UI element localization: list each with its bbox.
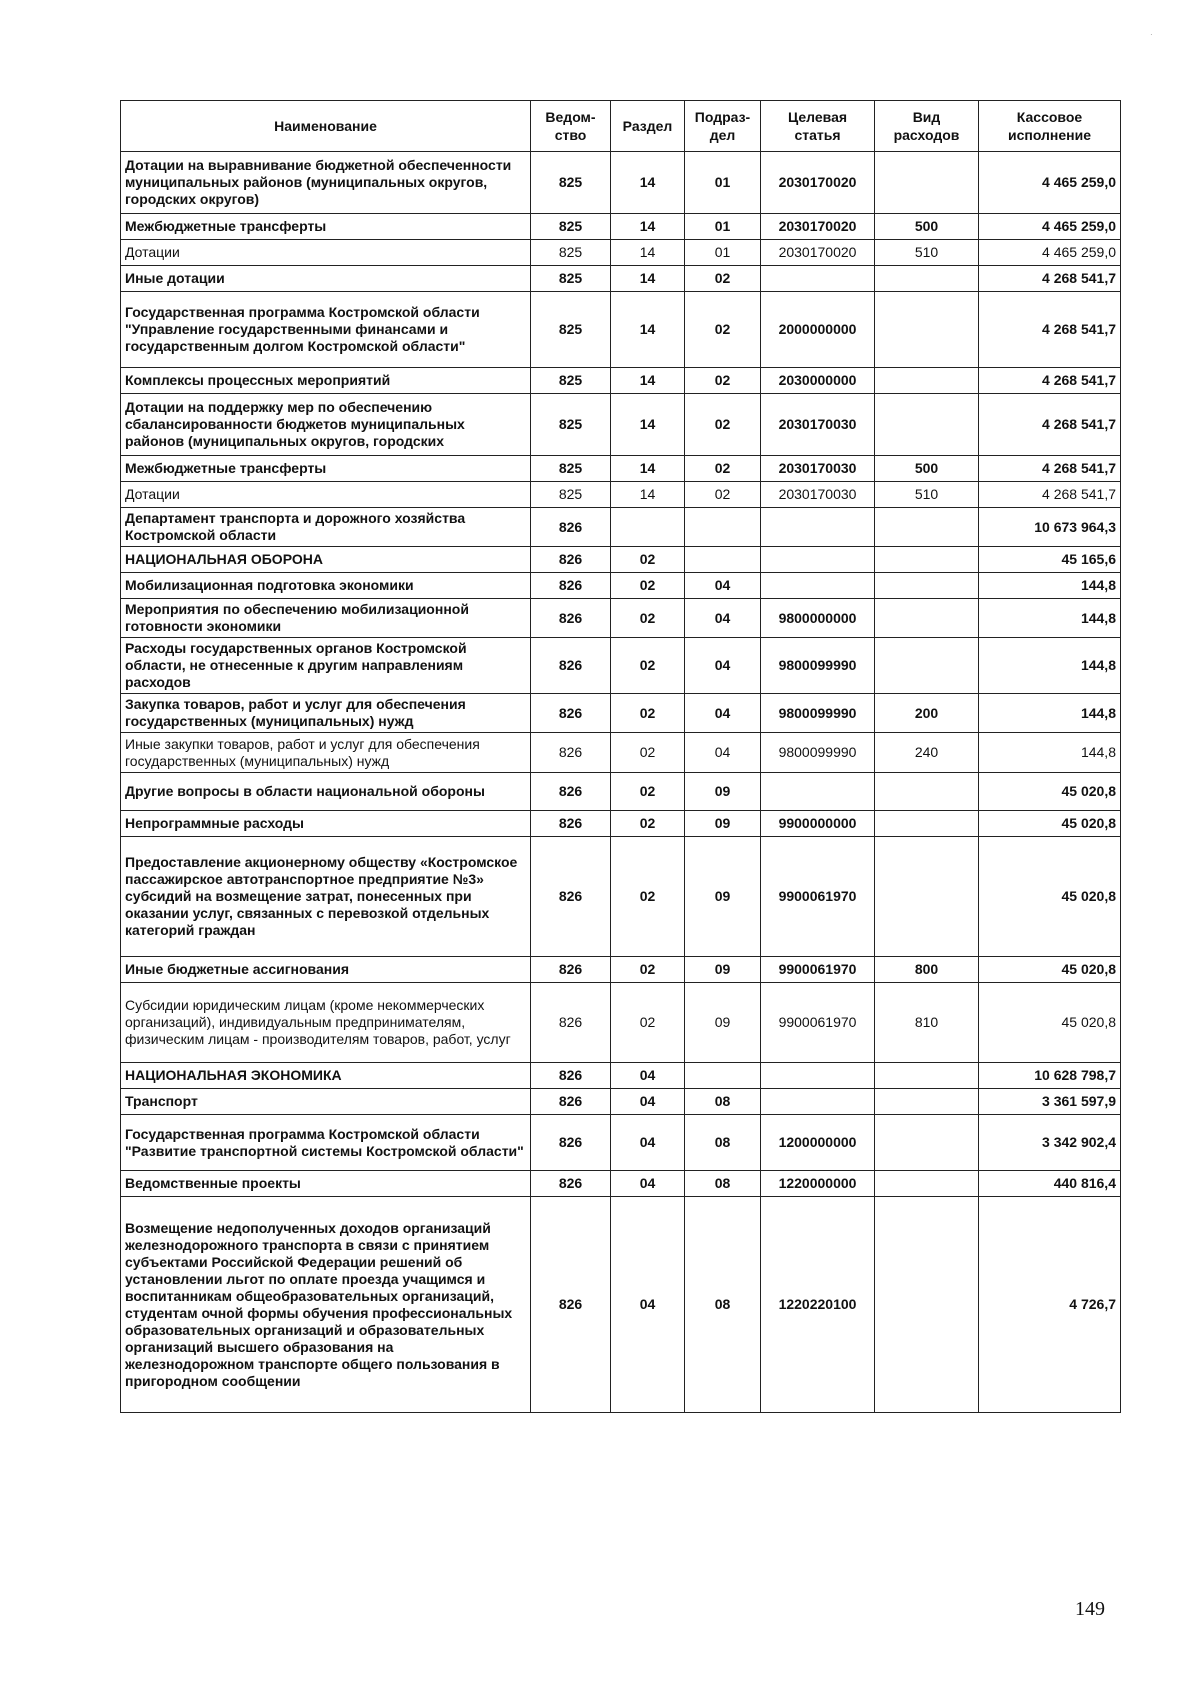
table-row xyxy=(121,240,1121,266)
cell-subsection: 01 xyxy=(685,214,761,240)
cell-ministry: 825 xyxy=(531,266,611,292)
cell-name: НАЦИОНАЛЬНАЯ ОБОРОНА xyxy=(121,547,531,573)
cell-subsection: 02 xyxy=(685,394,761,456)
table-row xyxy=(121,733,1121,773)
cell-article xyxy=(761,266,875,292)
page-number: 149 xyxy=(1075,1598,1105,1620)
cell-section: 14 xyxy=(611,368,685,394)
cell-ministry: 826 xyxy=(531,547,611,573)
cell-article: 9800099990 xyxy=(761,733,875,773)
cell-execution: 45 020,8 xyxy=(979,957,1121,983)
cell-name: Транспорт xyxy=(121,1089,531,1115)
cell-subsection: 04 xyxy=(685,599,761,638)
cell-ministry: 826 xyxy=(531,638,611,694)
cell-name: Дотации xyxy=(121,482,531,508)
cell-section: 14 xyxy=(611,152,685,214)
cell-name: НАЦИОНАЛЬНАЯ ЭКОНОМИКА xyxy=(121,1063,531,1089)
cell-execution: 144,8 xyxy=(979,638,1121,694)
cell-subsection: 02 xyxy=(685,482,761,508)
cell-expense-type xyxy=(875,1171,979,1197)
cell-execution: 4 268 541,7 xyxy=(979,292,1121,368)
cell-execution: 4 465 259,0 xyxy=(979,152,1121,214)
cell-expense-type: 500 xyxy=(875,214,979,240)
table-row xyxy=(121,957,1121,983)
cell-execution: 45 020,8 xyxy=(979,811,1121,837)
cell-name: Межбюджетные трансферты xyxy=(121,456,531,482)
cell-article: 2030000000 xyxy=(761,368,875,394)
cell-ministry: 826 xyxy=(531,1197,611,1413)
cell-section: 02 xyxy=(611,837,685,957)
cell-article xyxy=(761,1063,875,1089)
cell-expense-type: 810 xyxy=(875,983,979,1063)
cell-section: 02 xyxy=(611,638,685,694)
cell-expense-type xyxy=(875,1197,979,1413)
cell-ministry: 826 xyxy=(531,573,611,599)
header-execution: Кассовое исполнение xyxy=(979,101,1121,152)
cell-section: 14 xyxy=(611,266,685,292)
cell-article: 2000000000 xyxy=(761,292,875,368)
cell-execution: 4 268 541,7 xyxy=(979,266,1121,292)
cell-article: 2030170030 xyxy=(761,394,875,456)
cell-article xyxy=(761,508,875,547)
cell-section: 02 xyxy=(611,599,685,638)
cell-execution: 10 673 964,3 xyxy=(979,508,1121,547)
cell-ministry: 825 xyxy=(531,368,611,394)
cell-expense-type xyxy=(875,773,979,811)
table-row xyxy=(121,599,1121,638)
cell-execution: 4 726,7 xyxy=(979,1197,1121,1413)
table-body xyxy=(121,152,1121,1413)
cell-execution: 4 268 541,7 xyxy=(979,368,1121,394)
cell-name: Иные бюджетные ассигнования xyxy=(121,957,531,983)
table-row xyxy=(121,1197,1121,1413)
cell-ministry: 826 xyxy=(531,983,611,1063)
cell-subsection: 02 xyxy=(685,368,761,394)
cell-subsection: 08 xyxy=(685,1089,761,1115)
table-row xyxy=(121,837,1121,957)
cell-name: Предоставление акционерному обществу «Костромское пассажирское автотранспортное предприятие №3» субсидий на возмещение затрат, понесенных при оказании услуг, связанных с перевозкой отдельных категорий граждан xyxy=(121,837,531,957)
table-row xyxy=(121,1171,1121,1197)
cell-execution: 144,8 xyxy=(979,694,1121,733)
cell-subsection: 04 xyxy=(685,638,761,694)
cell-section xyxy=(611,508,685,547)
cell-section: 04 xyxy=(611,1171,685,1197)
cell-article: 2030170030 xyxy=(761,482,875,508)
cell-name: Мобилизационная подготовка экономики xyxy=(121,573,531,599)
cell-subsection: 09 xyxy=(685,837,761,957)
cell-article: 9800099990 xyxy=(761,638,875,694)
cell-subsection: 02 xyxy=(685,266,761,292)
cell-execution: 4 268 541,7 xyxy=(979,456,1121,482)
cell-article: 9900061970 xyxy=(761,837,875,957)
cell-expense-type xyxy=(875,811,979,837)
cell-name: Расходы государственных органов Костромской области, не отнесенные к другим направлениям расходов xyxy=(121,638,531,694)
cell-expense-type xyxy=(875,599,979,638)
cell-section: 14 xyxy=(611,292,685,368)
table-row xyxy=(121,508,1121,547)
cell-subsection: 09 xyxy=(685,957,761,983)
cell-execution: 4 465 259,0 xyxy=(979,214,1121,240)
header-article: Целевая статья xyxy=(761,101,875,152)
cell-section: 04 xyxy=(611,1115,685,1171)
cell-expense-type xyxy=(875,1115,979,1171)
cell-expense-type xyxy=(875,266,979,292)
cell-expense-type xyxy=(875,547,979,573)
cell-section: 02 xyxy=(611,694,685,733)
table-row xyxy=(121,482,1121,508)
cell-execution: 3 361 597,9 xyxy=(979,1089,1121,1115)
header-section: Раздел xyxy=(611,101,685,152)
cell-expense-type: 800 xyxy=(875,957,979,983)
cell-execution: 45 020,8 xyxy=(979,837,1121,957)
cell-execution: 4 268 541,7 xyxy=(979,394,1121,456)
cell-name: Возмещение недополученных доходов организаций железнодорожного транспорта в связи с принятием субъектами Российской Федерации решений об установлении льгот по оплате проезда учащимся и воспитанникам общеобразовательных организаций, студентам очной формы обучения профессиональных образовательных организаций и образовательных организаций высшего образования на железнодорожном транспорте общего пользования в пригородном сообщении xyxy=(121,1197,531,1413)
cell-expense-type xyxy=(875,573,979,599)
cell-name: Иные дотации xyxy=(121,266,531,292)
cell-expense-type: 200 xyxy=(875,694,979,733)
cell-expense-type: 500 xyxy=(875,456,979,482)
cell-section: 14 xyxy=(611,240,685,266)
cell-article: 9900061970 xyxy=(761,957,875,983)
cell-execution: 45 020,8 xyxy=(979,773,1121,811)
table-row xyxy=(121,573,1121,599)
cell-name: Непрограммные расходы xyxy=(121,811,531,837)
cell-ministry: 825 xyxy=(531,394,611,456)
cell-name: Департамент транспорта и дорожного хозяйства Костромской области xyxy=(121,508,531,547)
cell-name: Иные закупки товаров, работ и услуг для обеспечения государственных (муниципальных) нужд xyxy=(121,733,531,773)
table-row xyxy=(121,1115,1121,1171)
table-row xyxy=(121,983,1121,1063)
cell-subsection xyxy=(685,508,761,547)
cell-article: 9800000000 xyxy=(761,599,875,638)
cell-name: Ведомственные проекты xyxy=(121,1171,531,1197)
cell-execution: 10 628 798,7 xyxy=(979,1063,1121,1089)
table-row xyxy=(121,773,1121,811)
cell-section: 04 xyxy=(611,1063,685,1089)
cell-section: 02 xyxy=(611,733,685,773)
cell-article xyxy=(761,547,875,573)
cell-expense-type: 510 xyxy=(875,482,979,508)
cell-execution: 4 465 259,0 xyxy=(979,240,1121,266)
cell-expense-type: 510 xyxy=(875,240,979,266)
cell-subsection xyxy=(685,1063,761,1089)
cell-execution: 45 020,8 xyxy=(979,983,1121,1063)
cell-execution: 4 268 541,7 xyxy=(979,482,1121,508)
cell-ministry: 826 xyxy=(531,811,611,837)
cell-subsection: 09 xyxy=(685,773,761,811)
cell-article: 2030170030 xyxy=(761,456,875,482)
cell-subsection: 09 xyxy=(685,811,761,837)
budget-table xyxy=(120,100,1121,1413)
budget-sheet xyxy=(120,100,1120,1413)
cell-article: 2030170020 xyxy=(761,240,875,266)
cell-expense-type: 240 xyxy=(875,733,979,773)
table-row xyxy=(121,394,1121,456)
cell-ministry: 826 xyxy=(531,1089,611,1115)
cell-section: 02 xyxy=(611,547,685,573)
cell-section: 02 xyxy=(611,957,685,983)
cell-name: Другие вопросы в области национальной обороны xyxy=(121,773,531,811)
cell-section: 14 xyxy=(611,456,685,482)
cell-subsection xyxy=(685,547,761,573)
cell-name: Дотации xyxy=(121,240,531,266)
cell-execution: 144,8 xyxy=(979,599,1121,638)
cell-article xyxy=(761,1089,875,1115)
table-row xyxy=(121,152,1121,214)
header-subsection: Подраз-дел xyxy=(685,101,761,152)
table-row xyxy=(121,214,1121,240)
cell-execution: 3 342 902,4 xyxy=(979,1115,1121,1171)
table-header-row xyxy=(121,101,1121,152)
cell-ministry: 825 xyxy=(531,240,611,266)
cell-ministry: 826 xyxy=(531,1063,611,1089)
cell-article: 9900000000 xyxy=(761,811,875,837)
header-name: Наименование xyxy=(121,101,531,152)
cell-expense-type xyxy=(875,292,979,368)
cell-article xyxy=(761,773,875,811)
cell-expense-type xyxy=(875,508,979,547)
table-row xyxy=(121,1063,1121,1089)
table-row xyxy=(121,456,1121,482)
cell-name: Межбюджетные трансферты xyxy=(121,214,531,240)
cell-ministry: 826 xyxy=(531,599,611,638)
cell-section: 02 xyxy=(611,573,685,599)
cell-ministry: 826 xyxy=(531,773,611,811)
table-row xyxy=(121,638,1121,694)
cell-section: 02 xyxy=(611,773,685,811)
cell-ministry: 826 xyxy=(531,1115,611,1171)
cell-subsection: 08 xyxy=(685,1115,761,1171)
cell-ministry: 826 xyxy=(531,694,611,733)
table-row xyxy=(121,292,1121,368)
cell-name: Закупка товаров, работ и услуг для обеспечения государственных (муниципальных) нужд xyxy=(121,694,531,733)
table-row xyxy=(121,1089,1121,1115)
cell-subsection: 02 xyxy=(685,292,761,368)
header-ministry: Ведом-ство xyxy=(531,101,611,152)
cell-ministry: 825 xyxy=(531,482,611,508)
table-row xyxy=(121,694,1121,733)
cell-expense-type xyxy=(875,394,979,456)
cell-expense-type xyxy=(875,1089,979,1115)
cell-name: Субсидии юридическим лицам (кроме некоммерческих организаций), индивидуальным предпринимателям, физическим лицам - производителям товаров, работ, услуг xyxy=(121,983,531,1063)
table-row xyxy=(121,811,1121,837)
cell-subsection: 04 xyxy=(685,694,761,733)
cell-name: Государственная программа Костромской области "Управление государственными финансами и государственным долгом Костромской области" xyxy=(121,292,531,368)
cell-subsection: 01 xyxy=(685,240,761,266)
cell-subsection: 04 xyxy=(685,573,761,599)
cell-section: 02 xyxy=(611,811,685,837)
cell-article: 9900061970 xyxy=(761,983,875,1063)
cell-expense-type xyxy=(875,368,979,394)
cell-expense-type xyxy=(875,1063,979,1089)
cell-execution: 144,8 xyxy=(979,733,1121,773)
cell-ministry: 825 xyxy=(531,152,611,214)
cell-expense-type xyxy=(875,837,979,957)
cell-section: 04 xyxy=(611,1089,685,1115)
cell-section: 14 xyxy=(611,214,685,240)
cell-article xyxy=(761,573,875,599)
cell-section: 14 xyxy=(611,394,685,456)
cell-article: 2030170020 xyxy=(761,214,875,240)
cell-execution: 440 816,4 xyxy=(979,1171,1121,1197)
cell-section: 04 xyxy=(611,1197,685,1413)
cell-ministry: 825 xyxy=(531,214,611,240)
cell-subsection: 08 xyxy=(685,1197,761,1413)
cell-ministry: 826 xyxy=(531,837,611,957)
cell-ministry: 826 xyxy=(531,957,611,983)
cell-name: Государственная программа Костромской области "Развитие транспортной системы Костромской области" xyxy=(121,1115,531,1171)
cell-expense-type xyxy=(875,638,979,694)
cell-article: 9800099990 xyxy=(761,694,875,733)
cell-ministry: 825 xyxy=(531,456,611,482)
cell-section: 14 xyxy=(611,482,685,508)
cell-execution: 45 165,6 xyxy=(979,547,1121,573)
table-row xyxy=(121,547,1121,573)
cell-execution: 144,8 xyxy=(979,573,1121,599)
header-expense-type: Вид расходов xyxy=(875,101,979,152)
cell-subsection: 02 xyxy=(685,456,761,482)
cell-subsection: 01 xyxy=(685,152,761,214)
table-row xyxy=(121,368,1121,394)
cell-section: 02 xyxy=(611,983,685,1063)
cell-subsection: 09 xyxy=(685,983,761,1063)
cell-ministry: 826 xyxy=(531,1171,611,1197)
cell-article: 1220220100 xyxy=(761,1197,875,1413)
cell-name: Комплексы процессных мероприятий xyxy=(121,368,531,394)
cell-subsection: 08 xyxy=(685,1171,761,1197)
scan-speck: · xyxy=(1150,30,1153,39)
cell-expense-type xyxy=(875,152,979,214)
cell-article: 2030170020 xyxy=(761,152,875,214)
cell-name: Дотации на выравнивание бюджетной обеспеченности муниципальных районов (муниципальных округов, городских округов) xyxy=(121,152,531,214)
table-row xyxy=(121,266,1121,292)
cell-ministry: 826 xyxy=(531,508,611,547)
cell-ministry: 825 xyxy=(531,292,611,368)
cell-article: 1200000000 xyxy=(761,1115,875,1171)
cell-name: Дотации на поддержку мер по обеспечению сбалансированности бюджетов муниципальных районов (муниципальных округов, городских xyxy=(121,394,531,456)
cell-name: Мероприятия по обеспечению мобилизационной готовности экономики xyxy=(121,599,531,638)
cell-article: 1220000000 xyxy=(761,1171,875,1197)
cell-ministry: 826 xyxy=(531,733,611,773)
cell-subsection: 04 xyxy=(685,733,761,773)
